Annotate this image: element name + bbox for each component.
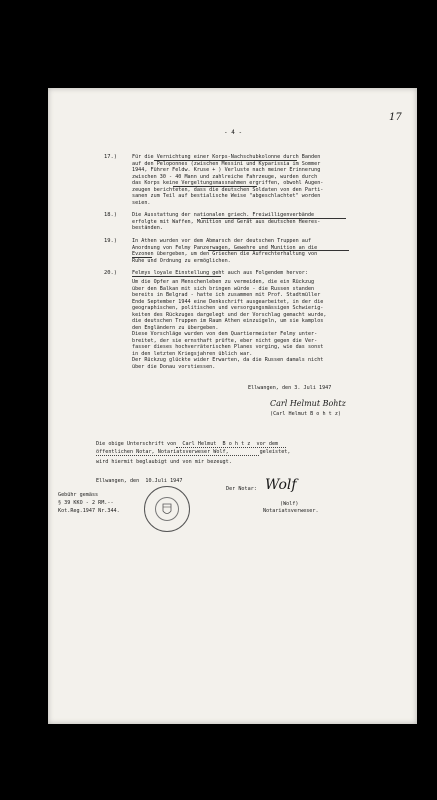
fee-line: § 39 KKO - 2 RM.-- — [58, 500, 114, 506]
item-line: beständen. — [132, 225, 163, 231]
certification-line: öffentlichen Notar, Notariatsverweser Wolf, geleistet, — [96, 449, 291, 455]
underline — [208, 250, 349, 251]
item-line: zeugen berichteten, dass die deutschen Soldaten von den Parti- — [132, 186, 324, 193]
underline — [173, 186, 257, 187]
item-number: 20.) — [104, 270, 118, 276]
item-line: erfolgte mit Waffen, Munition und Gerät aus deutschen Heeres- — [132, 218, 321, 225]
item-line: Um die Opfer an Menschenleben zu vermeiden, die ein Rückzug — [132, 279, 315, 285]
item-line: Anordnung von Felmy Panzerwagen, Gewehre und Munition an die — [132, 244, 318, 251]
item-line: das Korps keine Vergeltungsmassnahmen ergriffen, obwohl Augen- — [132, 180, 324, 186]
typed-signature-name: (Carl Helmut B o h t z) — [270, 411, 341, 417]
item-line: fasser dieses hochverräterischen Planes vorging, wie das sonst — [132, 344, 324, 350]
underline — [132, 276, 221, 277]
item-line: in den letzten Kriegsjahren üblich war. — [132, 350, 253, 357]
item-line: sanen zum Teil auf bestialische Weise "abgeschlachtet" worden — [132, 193, 321, 199]
document-page — [48, 88, 417, 724]
item-line: die deutschen Truppen im Raum Athen einzuigeln, um sie kamplos — [132, 318, 324, 324]
fee-line: Gebühr gemäss — [58, 492, 99, 498]
item-line: zwischen 30 - 40 Mann und zahlreiche Fahrzeuge, wurden durch — [132, 173, 318, 180]
item-line: auf den Peloponnes (zwischen Messini und Kyparissia im Sommer — [132, 160, 321, 167]
fee-line: Kot.Reg.1947 Nr.344. — [58, 508, 120, 514]
notary-place-date: Ellwangen, den 10.Juli 1947 — [96, 478, 183, 484]
item-line: geographischen, politischen und versorgungsmässigen Schwierig- — [132, 305, 324, 311]
item-line: 1944, Führer Feldw. Kruse + ) Verluste nach meiner Erinnerung — [132, 167, 321, 173]
item-line: über die Donau vorstiessen. — [132, 363, 216, 370]
item-line: Ende September 1944 eine Denkschrift ausgearbeitet, in der die — [132, 298, 324, 305]
dotted-line — [176, 447, 286, 448]
item-line: Diese Vorschläge wurden von dem Quartiermeister Felmy unter- — [132, 331, 318, 337]
item-number: 17.) — [104, 154, 118, 160]
item-line: keiten des Rückzuges dargelegt und der Vorschlag gemacht wurde, — [132, 311, 327, 318]
item-line: In Athen wurden vor dem Abmarsch der deutschen Truppen auf — [132, 238, 312, 244]
underline — [132, 257, 152, 258]
stamp-emblem-icon — [145, 487, 189, 531]
place-date: Ellwangen, den 3. Juli 1947 — [248, 385, 332, 391]
item-line: Der Rückzug glückte wider Erwarten, da die Russen damals nicht — [132, 357, 324, 363]
underline — [201, 218, 346, 219]
item-line: bereits in Belgrad - hatte ich zusammen mit Prof. Stadtmüller — [132, 292, 321, 298]
notary-signature: Wolf — [265, 477, 297, 493]
item-line: seien. — [132, 199, 151, 206]
item-line: Evzonen übergeben, um den Griechen die Aufrechterhaltung von — [132, 251, 318, 257]
handwritten-signature: Carl Helmut Bohtz — [270, 399, 346, 408]
item-number: 18.) — [104, 212, 118, 218]
corner-handwritten-mark: 17 — [389, 112, 402, 123]
item-line: den Engländern zu übergeben. — [132, 324, 219, 331]
item-line: breitet, der sie ernsthaft prüfte, eber nicht gegen die Ver- — [132, 337, 318, 344]
notary-title: Notariatsverweser. — [263, 508, 319, 514]
item-number: 19.) — [104, 238, 118, 244]
notary-label: Der Notar: — [226, 486, 257, 492]
certification-line: wird hiermit beglaubigt und von mir bezeugt. — [96, 459, 232, 465]
certification-line: Die obige Unterschrift von Carl Helmut B o h t z vor dem — [96, 441, 279, 447]
item-line: Ruhe und Ordnung zu ermöglichen. — [132, 257, 231, 264]
item-line: über den Balkan mit sich bringen würde - die Russen standen — [132, 285, 315, 292]
notary-name: (Wolf) — [280, 501, 299, 507]
item-line: Die Ausstattung der nationalen griech. Freiwilligenverbände — [132, 212, 315, 218]
item-line: Felmys loyale Einstellung geht auch aus Folgendem hervor: — [132, 270, 308, 276]
underline — [154, 160, 297, 161]
item-line: Für die Vernichtung einer Korps-Nachschubkolonne durch Banden — [132, 154, 321, 160]
notary-stamp — [144, 486, 190, 532]
page-number: - 4 - — [224, 129, 243, 136]
dotted-line — [96, 455, 259, 456]
